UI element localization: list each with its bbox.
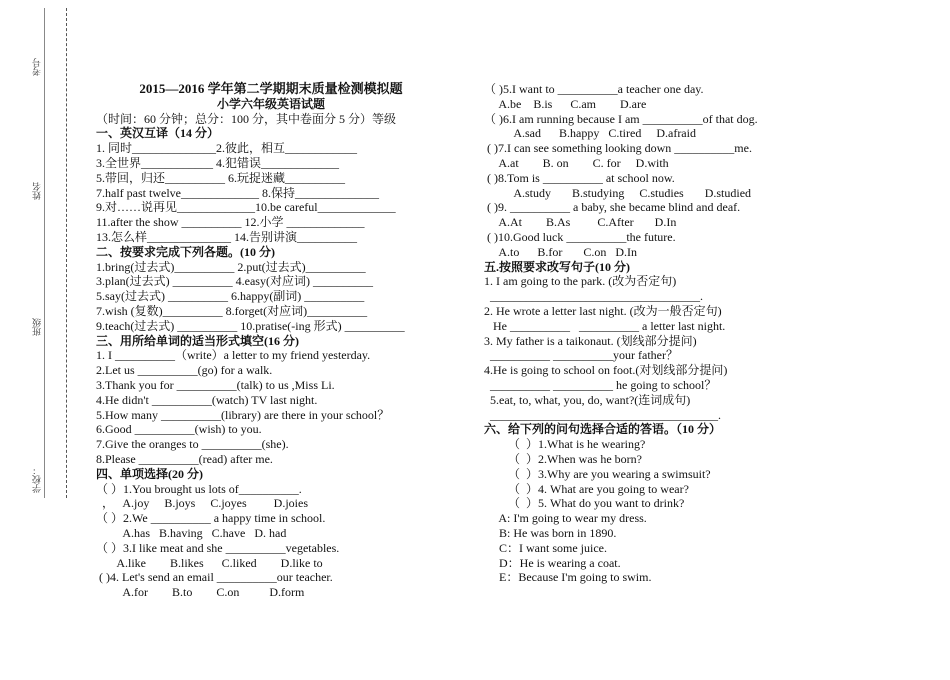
- right-line: A.At B.As C.After D.In: [484, 215, 677, 230]
- left-line: 5.How many __________(library) are there in your school？: [96, 407, 390, 422]
- right-line: ______________________________________.: [484, 407, 721, 422]
- right-column: [484, 82, 804, 585]
- right-line: A.at B. on C. for D.with: [484, 155, 669, 170]
- right-line: A.be B.is C.am D.are: [484, 96, 647, 111]
- right-line: __________ __________your father？: [484, 348, 678, 363]
- left-line: A.for B.to C.on D.form: [96, 585, 305, 600]
- right-line: D：He is wearing a coat.: [484, 555, 621, 570]
- right-line: A.to B.for C.on D.In: [484, 244, 637, 259]
- exam-title: 2015—2016 学年第二学期期末质量检测模拟题: [139, 81, 403, 96]
- right-line: E：Because I'm going to swim.: [484, 570, 652, 585]
- right-line: （ ）3.Why are you wearing a swimsuit?: [484, 466, 711, 481]
- left-line: 1. 同时______________2.彼此，相互____________: [96, 141, 358, 156]
- right-line: ( )8.Tom is __________ at school now.: [484, 170, 675, 185]
- left-question-lines: [96, 126, 446, 600]
- right-line: ___________________________________.: [484, 289, 703, 304]
- left-line: （ ）3.I like meat and she __________vegetables.: [96, 540, 340, 555]
- left-line: 一、英汉互译（14 分）: [96, 126, 220, 141]
- right-line: A: I'm going to wear my dress.: [484, 511, 647, 526]
- right-line: 1. I am going to the park. (改为否定句): [484, 274, 677, 289]
- right-line: （ ）5. What do you want to drink?: [484, 496, 685, 511]
- label-class: 班级: [33, 318, 43, 336]
- right-line: A.study B.studying C.studies D.studied: [484, 185, 752, 200]
- left-line: 9.对……说再见_____________10.be careful_____________: [96, 200, 396, 215]
- right-line: （ ）1.What is he wearing?: [484, 437, 646, 452]
- left-line: （ ）1.You brought us lots of__________.: [96, 481, 302, 496]
- right-line: 六、给下列的问句选择合适的答语。（10 分）: [484, 422, 722, 437]
- left-line: 二、按要求完成下列各题。(10 分): [96, 244, 275, 259]
- left-line: 9.teach(过去式) __________ 10.pratise(-ing 形式) __________: [96, 318, 405, 333]
- right-line: （ )6.I am running because I am __________of that dog.: [484, 111, 758, 126]
- left-line: 1.bring(过去式)__________ 2.put(过去式)__________: [96, 259, 366, 274]
- right-line: He __________ __________ a letter last night.: [484, 318, 726, 333]
- right-line: 3. My father is a taikonaut. (划线部分提问): [484, 333, 697, 348]
- right-line: （ )5.I want to __________a teacher one day.: [484, 82, 704, 96]
- label-name: 姓名: [33, 182, 43, 200]
- left-line: 三、用所给单词的适当形式填空(16 分): [96, 333, 299, 348]
- left-line: 1. I __________（write）a letter to my friend yesterday.: [96, 348, 371, 363]
- left-line: 5.say(过去式) __________ 6.happy(副词) __________: [96, 289, 365, 304]
- label-exam-number: 考号: [33, 58, 43, 76]
- exam-subtitle: 小学六年级英语试题: [216, 96, 325, 111]
- left-line: 4.He didn't __________(watch) TV last night.: [96, 392, 318, 407]
- right-line: 5.eat, to, what, you, do, want?(连词成句): [484, 392, 691, 407]
- right-line: 4.He is going to school on foot.(对划线部分提问): [484, 363, 728, 378]
- exam-info: （时间：60 分钟；总分：100 分，其中卷面分 5 分）等级: [96, 111, 397, 126]
- left-line: 3.Thank you for __________(talk) to us ,Miss Li.: [96, 377, 335, 392]
- right-line: C：I want some juice.: [484, 540, 607, 555]
- left-line: 3.全世界____________ 4.犯错误_____________: [96, 155, 340, 170]
- left-line: 13.怎么样______________ 14.告别讲演__________: [96, 229, 358, 244]
- left-line: A.has B.having C.have D. had: [96, 525, 287, 540]
- right-line: （ ）2.When was he born?: [484, 451, 642, 466]
- left-line: （ ）2.We __________ a happy time in school.: [96, 511, 326, 526]
- right-line: __________ __________ he going to school？: [484, 377, 717, 392]
- binding-margin: [0, 0, 80, 680]
- left-line: 11.after the show __________ 12.小学 _____________: [96, 215, 365, 230]
- left-line: 7.wish (复数)__________ 8.forget(对应词)__________: [96, 303, 368, 318]
- left-line: 3.plan(过去式) __________ 4.easy(对应词) __________: [96, 274, 373, 289]
- left-line: ( )4. Let's send an email __________our teacher.: [96, 570, 333, 585]
- left-line: ， A.joy B.joys C.joyes D.joies: [96, 496, 309, 511]
- right-line: B: He was born in 1890.: [484, 525, 617, 540]
- left-line: 8.Please __________(read) after me.: [96, 451, 273, 466]
- right-line: （ ）4. What are you going to wear?: [484, 481, 689, 496]
- right-line: ( )7.I can see something looking down __________me.: [484, 141, 752, 156]
- left-line: A.like B.likes C.liked D.like to: [96, 555, 323, 570]
- right-line: A.sad B.happy C.tired D.afraid: [484, 126, 696, 141]
- left-line: 7.Give the oranges to __________(she).: [96, 437, 289, 452]
- left-line: 6.Good __________(wish) to you.: [96, 422, 262, 437]
- right-line: 五.按照要求改写句子(10 分): [484, 259, 630, 274]
- margin-dashed-line: [66, 8, 67, 498]
- margin-solid-line: [44, 8, 45, 498]
- right-question-lines: [484, 82, 804, 585]
- left-line: 2.Let us __________(go) for a walk.: [96, 363, 273, 378]
- label-school: 学校：: [33, 466, 43, 493]
- left-line: 7.half past twelve_____________ 8.保持______________: [96, 185, 379, 200]
- right-line: ( )9. __________ a baby, she became blind and deaf.: [484, 200, 741, 215]
- left-column: [96, 82, 446, 600]
- right-line: ( )10.Good luck __________the future.: [484, 229, 676, 244]
- right-line: 2. He wrote a letter last night. (改为一般否定句): [484, 303, 722, 318]
- left-line: 四、单项选择(20 分): [96, 466, 203, 481]
- left-line: 5.带回，归还__________ 6.玩捉迷藏__________: [96, 170, 346, 185]
